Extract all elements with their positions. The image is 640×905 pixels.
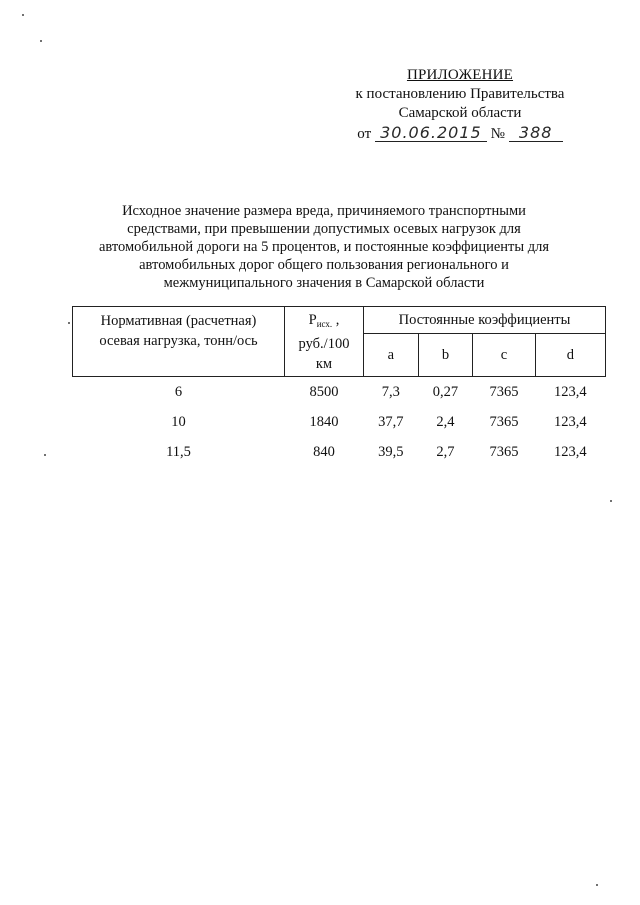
title-line-1: Исходное значение размера вреда, причиняемого транспортными [122,203,526,219]
appendix-block [330,66,590,144]
table-row [73,437,606,467]
cell-c: 7365 [489,443,519,460]
handwritten-number: 388 [509,124,563,142]
cell-price: 840 [313,443,335,460]
cell-load: 11,5 [166,443,191,460]
header-coef-d: d [535,334,605,377]
appendix-date-line [330,124,590,144]
table-row [73,377,606,408]
document-title [64,202,584,292]
scan-speck [68,322,70,324]
scan-speck [40,40,42,42]
header-coef-c: c [473,334,535,377]
cell-b: 2,7 [436,443,455,460]
price-subscript: исх. [316,318,333,329]
scan-speck [44,454,46,456]
cell-c: 7365 [489,383,519,400]
cell-d: 123,4 [554,413,587,430]
title-line-4: автомобильных дорог общего пользования регионального и [139,257,509,273]
cell-b: 2,4 [436,413,455,430]
cell-price: 8500 [309,383,339,400]
cell-b: 0,27 [432,383,459,400]
price-comma: , [332,311,340,328]
title-line-5: межмуниципального значения в Самарской области [163,275,485,291]
header-price-unit-line-2: км [315,355,333,372]
appendix-line-1: к постановлению Правительства [355,86,565,102]
cell-load: 6 [174,383,183,400]
scan-speck [22,14,24,16]
header-initial-value [285,307,364,377]
header-constant-coefficients: Постоянные коэффициенты [364,307,606,334]
price-symbol: Р [308,311,317,328]
cell-price: 1840 [309,413,339,430]
cell-a: 37,7 [378,413,404,430]
coefficients-table [72,306,606,467]
cell-load: 10 [171,413,186,430]
appendix-line-2: Самарской области [398,105,522,121]
cell-a: 39,5 [378,443,404,460]
title-line-3: автомобильной дороги на 5 процентов, и постоянные коэффициенты для [98,239,550,255]
number-prefix: № [490,126,505,142]
handwritten-date: 30.06.2015 [375,124,487,142]
table-row [73,407,606,437]
header-coef-b: b [418,334,473,377]
header-axle-load [73,307,285,377]
cell-a: 7,3 [381,383,400,400]
header-axle-load-line-2: осевая нагрузка, тонн/ось [99,333,258,349]
title-line-2: средствами, при превышении допустимых осевых нагрузок для [127,221,521,237]
appendix-heading: ПРИЛОЖЕНИЕ [406,67,514,83]
cell-d: 123,4 [554,383,587,400]
cell-d: 123,4 [554,443,587,460]
header-price-symbol-line [285,310,363,334]
cell-c: 7365 [489,413,519,430]
header-price-unit-line-1: руб./100 [298,335,350,352]
date-prefix: от [357,126,372,142]
scan-speck [596,884,598,886]
header-axle-load-line-1: Нормативная (расчетная) [100,313,257,329]
scan-speck [610,500,612,502]
header-coef-a: a [364,334,419,377]
